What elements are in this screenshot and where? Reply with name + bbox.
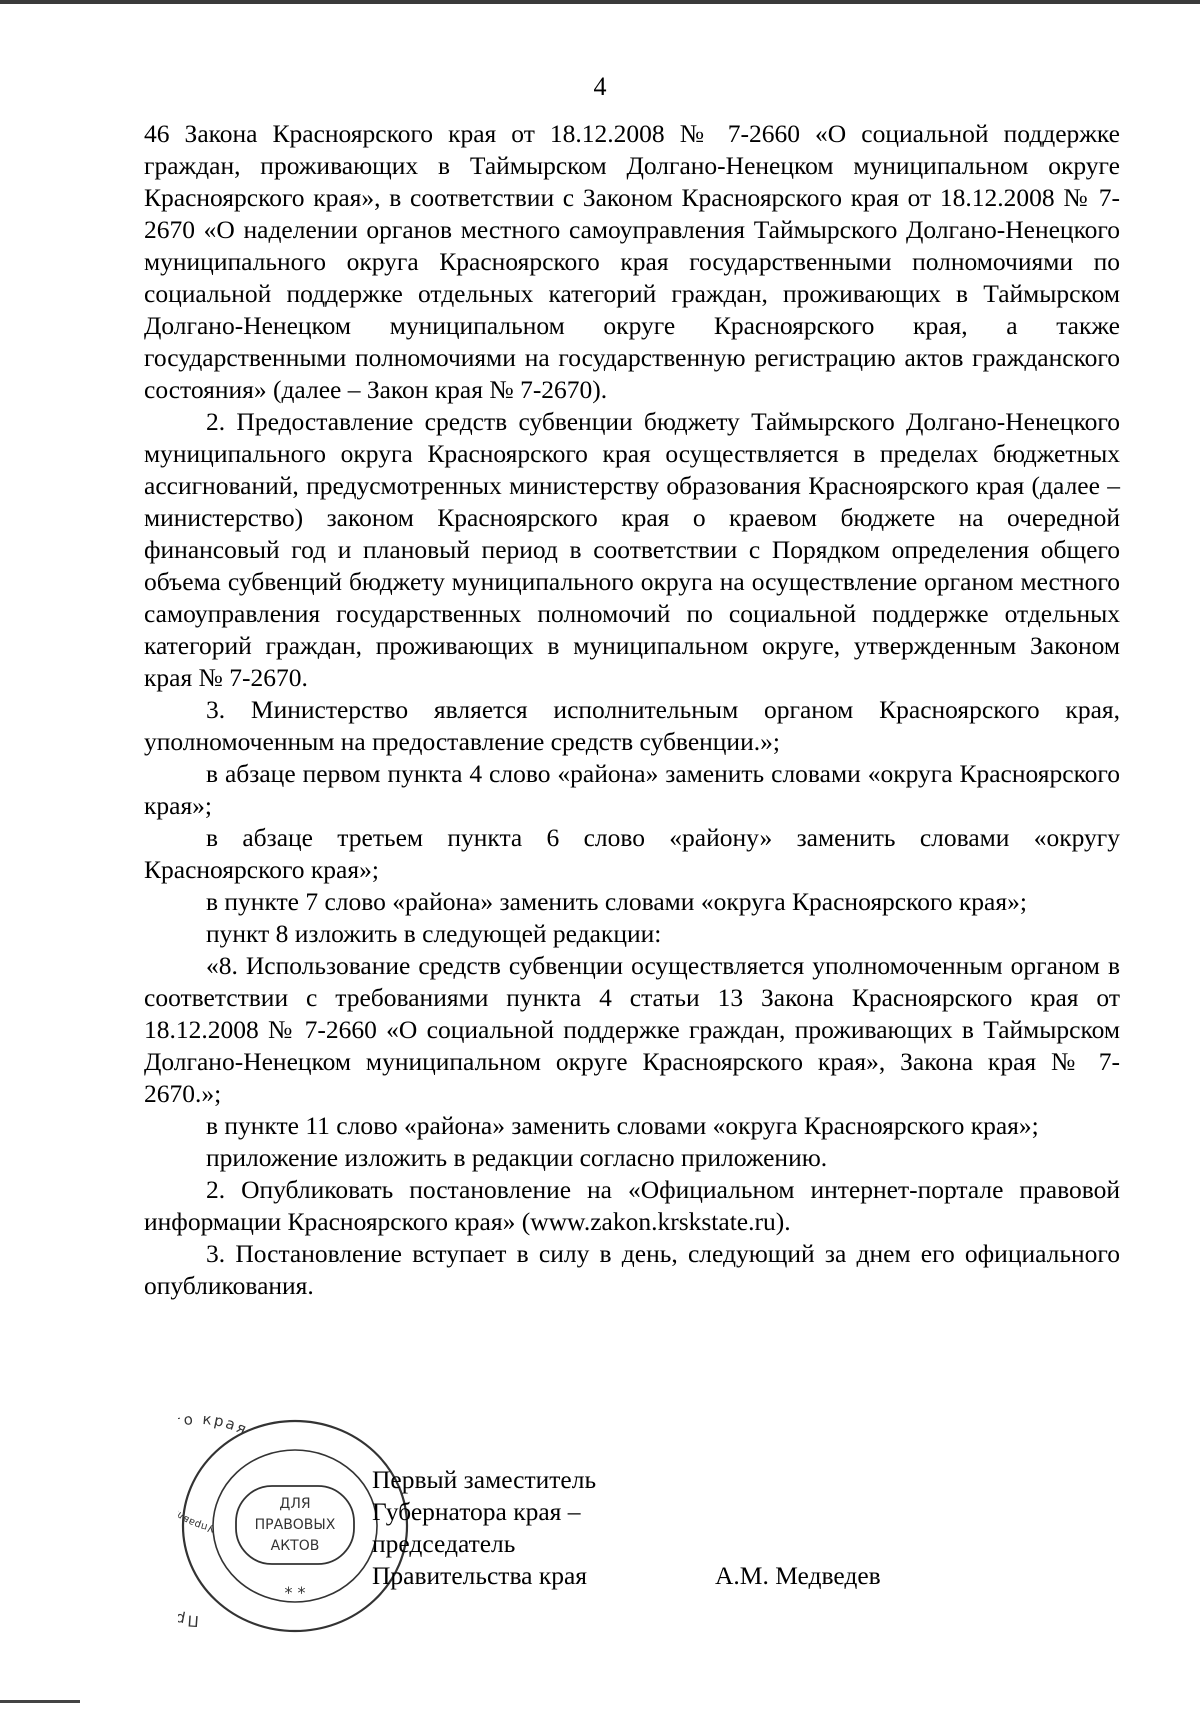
signatory-position-line1: Первый заместитель <box>372 1465 597 1494</box>
seal-center-line3: АКТОВ <box>270 1538 320 1554</box>
paragraph-point-8-intro: пункт 8 изложить в следующей редакции: <box>206 919 662 948</box>
paragraph-amend-point-11: в пункте 11 слово «района» заменить словами «округа Красноярского края»; <box>206 1111 1039 1140</box>
seal-center-line1: ДЛЯ <box>279 1496 311 1512</box>
scan-bottom-mark <box>0 1700 80 1703</box>
paragraph-publish: 2. Опубликовать постановление на «Официальном интернет-портале правовой информации Красноярского края» (www.zakon.krskstate.ru). <box>144 1175 1120 1236</box>
seal-outer-text: П о края <box>182 1416 252 1631</box>
signatory-position-line3: председатель <box>372 1529 516 1558</box>
paragraph-continuation: 46 Закона Красноярского края от 18.12.2008 № 7-2660 «О социальной поддержке граждан, проживающих в Таймырском Долгано-Ненецком муниципальном округе Красноярского края», в соответствии с Законом Красноярского края от 18.12.2008 № 7-2670 «О наделении органов местного самоуправления Таймырского Долгано-Ненецкого муниципального округа Красноярского края государственными полномочиями по социальной поддержке отдельных категорий граждан, проживающих в Таймырском Долгано-Ненецком муниципальном округе Красноярского края, а также государственными полномочиями на государственную регистрацию актов гражданского состояния» (далее – Закон края № 7-2670). <box>144 119 1120 404</box>
signatory-position-line4: Правительства края <box>372 1561 588 1590</box>
signatory-name: А.М. Медведев <box>715 1561 881 1590</box>
paragraph-effective-date: 3. Постановление вступает в силу в день, следующий за днем его официального опубликования. <box>144 1239 1120 1300</box>
paragraph-appendix: приложение изложить в редакции согласно приложению. <box>206 1143 828 1172</box>
scan-top-edge <box>0 0 1200 4</box>
paragraph-amend-point-4: в абзаце первом пункта 4 слово «района» заменить словами «округа Красноярского края»; <box>144 759 1120 820</box>
seal-center-line2: ПРАВОВЫХ <box>254 1517 336 1533</box>
paragraph-amend-point-7: в пункте 7 слово «района» заменить словами «округа Красноярского края»; <box>206 887 1027 916</box>
signatory-position <box>372 1464 596 1592</box>
seal-stars: * * <box>284 1583 306 1602</box>
paragraph-item-3: 3. Министерство является исполнительным органом Красноярского края, уполномоченным на предоставление средств субвенции.»; <box>144 695 1120 756</box>
document-body <box>144 118 1120 1302</box>
paragraph-item-2: 2. Предоставление средств субвенции бюджету Таймырского Долгано-Ненецкого муниципального округа Красноярского края осуществляется в пределах бюджетных ассигнований, предусмотренных министерству образования Красноярского края (далее – министерство) законом Красноярского края о краевом бюджете на очередной финансовый год и плановый период в соответствии с Порядком определения общего объема субвенций бюджету муниципального округа на осуществление органом местного самоуправления государственных полномочий по социальной поддержке отдельных категорий граждан, проживающих в муниципальном округе, утвержденным Законом края № 7-2670. <box>144 407 1120 692</box>
paragraph-point-8-text: «8. Использование средств субвенции осуществляется уполномоченным органом в соответствии с требованиями пункта 4 статьи 13 Закона Красноярского края от 18.12.2008 № 7-2660 «О социальной поддержке граждан, проживающих в Таймырском Долгано-Ненецком муниципальном округе Красноярского края», Закона края № 7-2670.»; <box>144 951 1120 1108</box>
seal-inner-text: Управ <box>180 1512 215 1534</box>
signatory-position-line2: Губернатора края – <box>372 1497 581 1526</box>
paragraph-amend-point-6: в абзаце третьем пункта 6 слово «району» заменить словами «округу Красноярского края»; <box>144 823 1120 884</box>
page-number: 4 <box>593 72 607 101</box>
